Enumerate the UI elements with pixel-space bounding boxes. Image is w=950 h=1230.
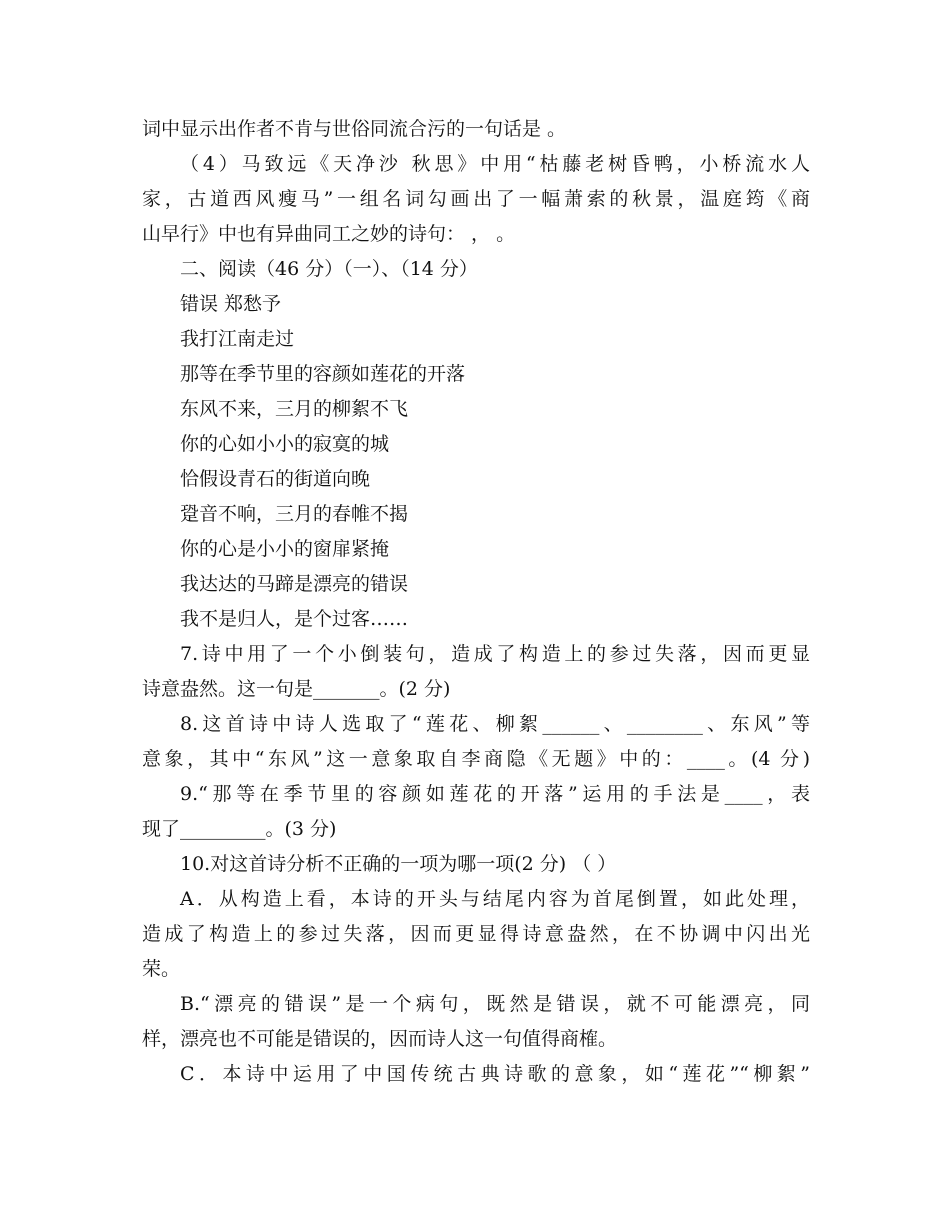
poem-line-6: 跫音不响，三月的春帷不揭 xyxy=(180,503,409,525)
poem-line-2: 那等在季节里的容颜如莲花的开落 xyxy=(180,363,466,385)
question-7-line-2: 诗意盎然。这一句是_______。(2 分) xyxy=(142,678,451,700)
option-a-line-1: A．从构造上看，本诗的开头与结尾内容为首尾倒置，如此处理， xyxy=(180,888,810,910)
document-page xyxy=(142,112,810,1092)
poem-line-1: 我打江南走过 xyxy=(180,328,295,350)
poem-line-8: 我达达的马蹄是漂亮的错误 xyxy=(180,573,409,595)
poem-line-4: 你的心如小小的寂寞的城 xyxy=(180,433,390,455)
text-line-2: （4）马致远《天净沙 秋思》中用“枯藤老树昏鸭，小桥流水人 xyxy=(180,153,810,175)
option-b-line-1: B.“漂亮的错误”是一个病句，既然是错误，就不可能漂亮，同 xyxy=(180,993,810,1015)
poem-line-5: 恰假设青石的街道向晚 xyxy=(180,468,371,490)
question-7-line-1: 7.诗中用了一个小倒装句，造成了构造上的参过失落，因而更显 xyxy=(180,643,810,665)
question-8-line-2: 意象，其中“东风”这一意象取自李商隐《无题》中的：____。(4 分) xyxy=(142,748,810,770)
option-a-line-2: 造成了构造上的参过失落，因而更显得诗意盎然，在不协调中闪出光 xyxy=(142,923,810,945)
question-10-stem: 10.对这首诗分析不正确的一项为哪一项(2 分) （ ） xyxy=(180,853,617,875)
text-line-1: 词中显示出作者不肯与世俗同流合污的一句话是 。 xyxy=(142,118,567,140)
poem-line-3: 东风不来，三月的柳絮不飞 xyxy=(180,398,409,420)
text-line-4: 山早行》中也有异曲同工之妙的诗句： ， 。 xyxy=(142,223,516,245)
question-9-line-1: 9.“那等在季节里的容颜如莲花的开落”运用的手法是____，表 xyxy=(180,783,810,805)
text-line-3: 家，古道西风瘦马”一组名词勾画出了一幅萧索的秋景，温庭筠《商 xyxy=(142,188,810,210)
poem-line-9: 我不是归人，是个过客…… xyxy=(180,608,409,630)
option-b-line-2: 样，漂亮也不可能是错误的，因而诗人这一句值得商榷。 xyxy=(142,1028,618,1050)
question-8-line-1: 8.这首诗中诗人选取了“莲花、柳絮______、________、东风”等 xyxy=(180,713,810,735)
option-a-line-3: 荣。 xyxy=(142,958,181,980)
section-heading-reading: 二、阅读（46 分）（一）、（14 分） xyxy=(180,258,478,280)
option-c-line-1: C．本诗中运用了中国传统古典诗歌的意象，如“莲花”“柳絮” xyxy=(180,1063,810,1085)
poem-line-7: 你的心是小小的窗扉紧掩 xyxy=(180,538,390,560)
poem-title: 错误 郑愁予 xyxy=(180,293,282,315)
question-9-line-2: 现了_________。(3 分) xyxy=(142,818,337,840)
